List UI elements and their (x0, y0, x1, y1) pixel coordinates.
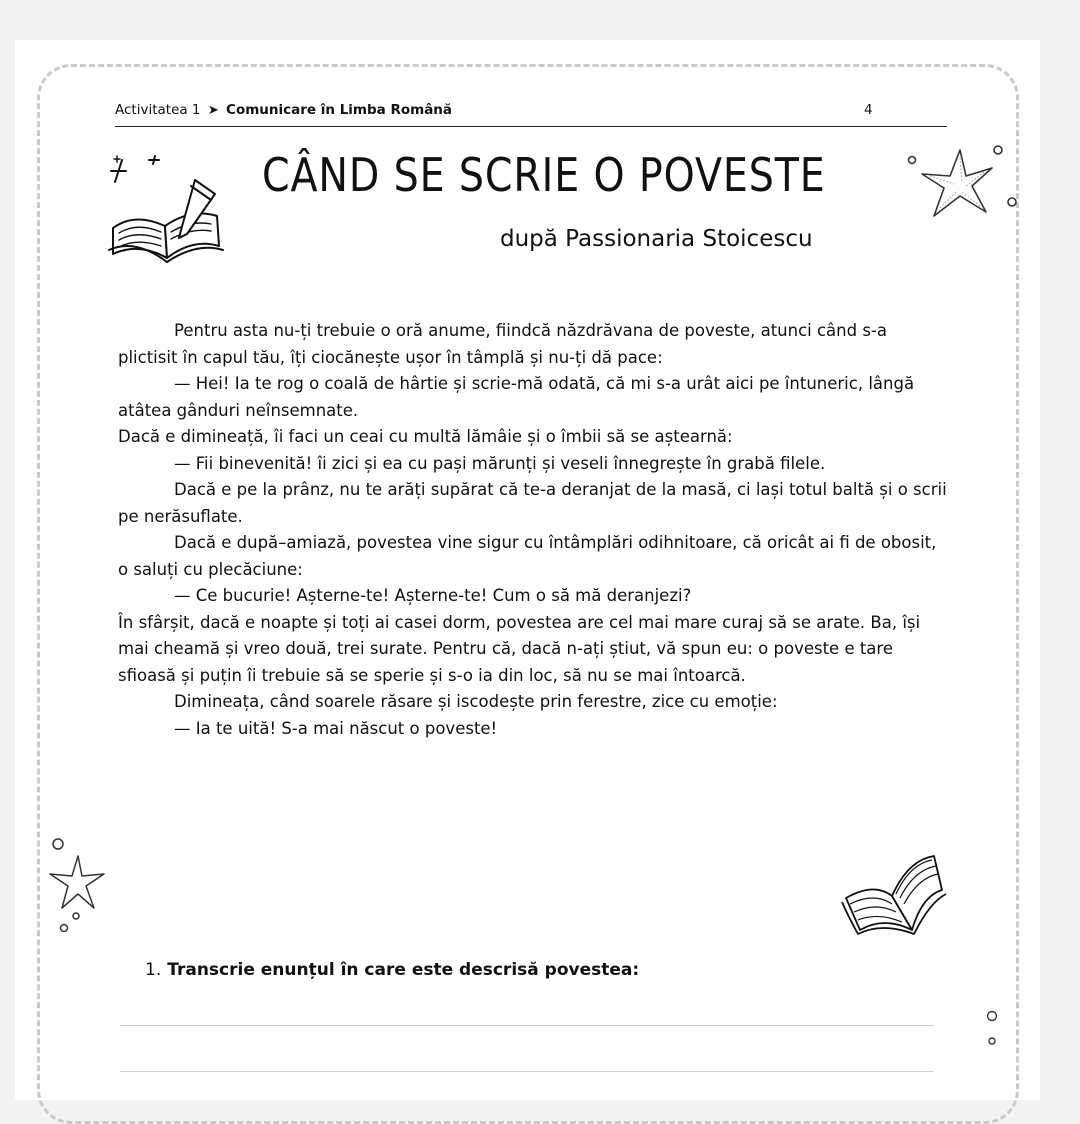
page-number: 4 (864, 102, 873, 118)
paragraph: — Ia te uită! S-a mai născut o poveste! (174, 718, 498, 738)
paragraph: — Fii binevenită! îi zici și ea cu pași mărunți și veseli înnegrește în grabă filele. (174, 453, 826, 473)
paragraph: — Ce bucurie! Așterne-te! Așterne-te! Cum o să mă deranjezi? (174, 586, 692, 605)
paragraph: Dacă e dimineață, îi faci un ceai cu multă lămâie și o îmbii să se aștearnă: (118, 427, 733, 446)
answer-line[interactable] (120, 1025, 934, 1026)
activity-breadcrumb (115, 102, 452, 118)
paragraph: Dimineața, când soarele răsare și iscodește prin ferestre, zice cu emoție: (174, 692, 778, 711)
page-header (115, 100, 947, 127)
answer-line[interactable] (120, 1071, 934, 1072)
question-number: 1. (145, 960, 162, 980)
activity-label: Activitatea 1 (115, 102, 201, 118)
question-text: Transcrie enunțul în care este descrisă povestea: (167, 960, 640, 980)
paragraph: Dacă e după–amiază, povestea vine sigur cu întâmplări odihnitoare, că oricât ai fi de obosit, o saluți cu plecăciune: (118, 533, 937, 579)
open-book-icon (838, 846, 948, 936)
paragraph: Pentru asta nu-ți trebuie o oră anume, fiindcă năzdrăvana de poveste, atunci când s-a plictisit în capul tău, îți ciocănește ușor în tâmplă și nu-ți dă pace: (118, 321, 887, 367)
paragraph: — Hei! Ia te rog o coală de hârtie și scrie-mă odată, că mi s-a urât aici pe întuneric, lângă atâtea gânduri neînsemnate. (118, 374, 915, 420)
story-text (118, 318, 948, 742)
exercise-question (145, 960, 639, 980)
paragraph: Dacă e pe la prânz, nu te arăți supărat că te-a deranjat de la masă, ci lași totul baltă și o scrii pe nerăsuflate. (118, 480, 947, 526)
subject-label: Comunicare în Limba Română (226, 102, 453, 118)
author-line: după Passionaria Stoicescu (500, 226, 813, 252)
book-pencil-icon (105, 150, 235, 265)
page-title: CÂND SE SCRIE O POVESTE (262, 148, 826, 202)
starfish-icon (900, 138, 1020, 238)
bubbles-icon (982, 1008, 1002, 1052)
starfish-icon (44, 832, 116, 932)
paragraph: În sfârșit, dacă e noapte și toți ai casei dorm, povestea are cel mai mare curaj să se arate. Ba, își mai cheamă și vreo două, trei surate. Pentru că, dacă n-ați știut, vă spun eu: o poveste e tare sfioasă și puțin îi trebuie să se sperie și s-o ia din loc, să nu se mai întoarcă. (118, 612, 921, 685)
arrow-right-icon: ➤ (207, 103, 219, 118)
